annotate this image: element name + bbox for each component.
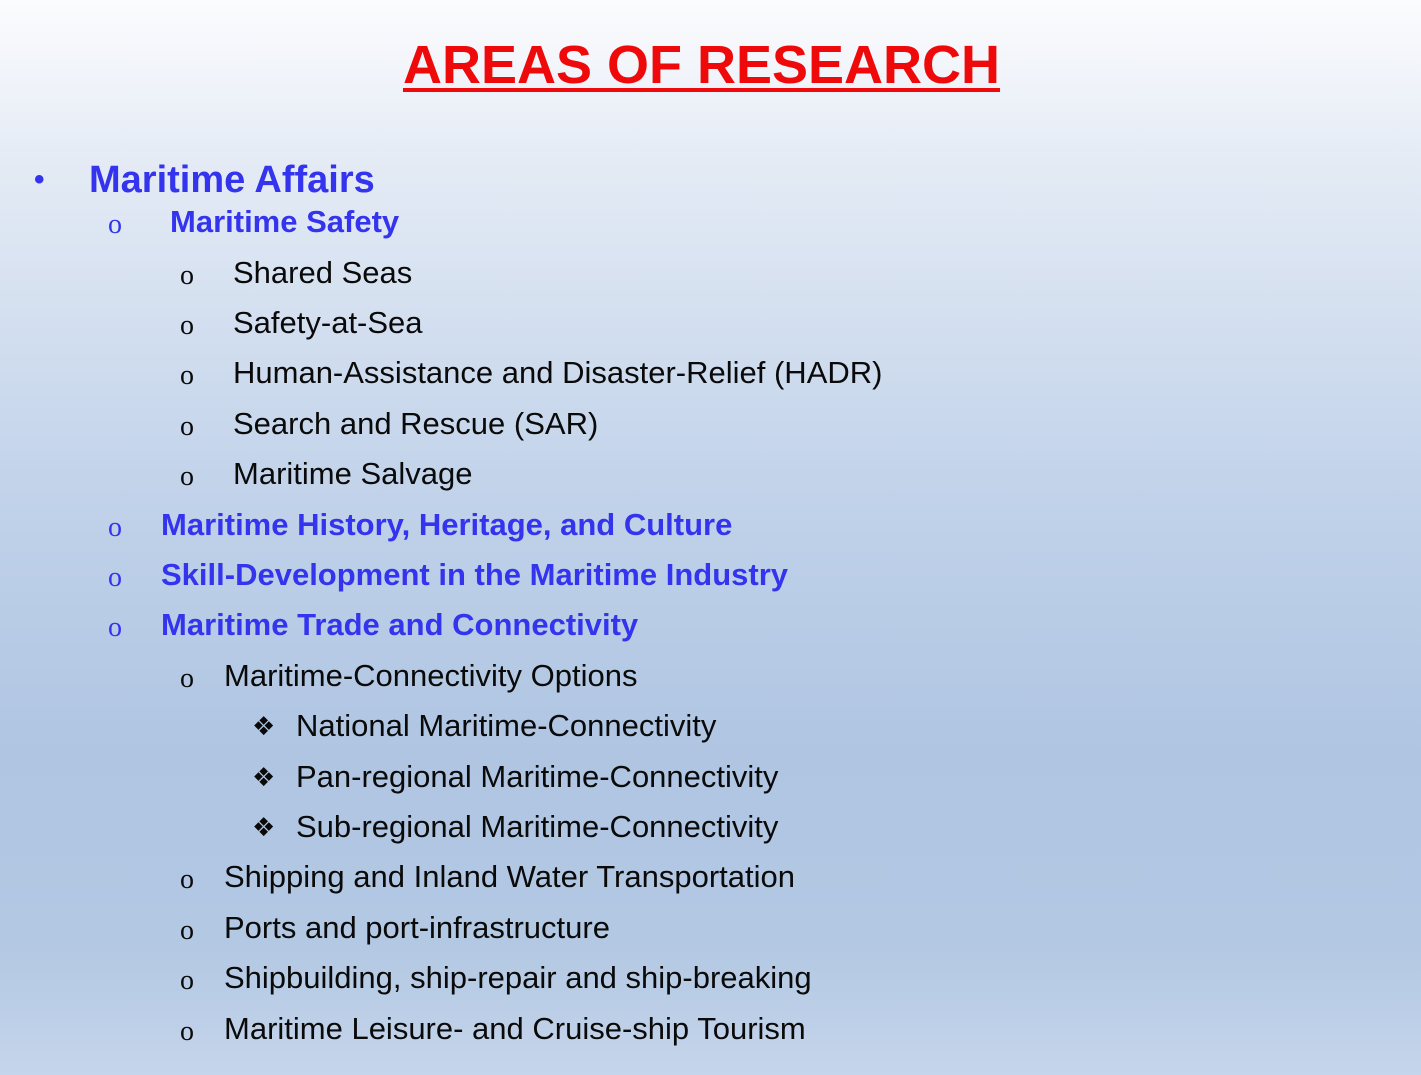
slide-title: AREAS OF RESEARCH [402,35,1001,95]
bullet-circle-icon: o [180,965,194,996]
list-item-label: Safety-at-Sea [233,305,423,340]
list-item-label: Sub-regional Maritime-Connectivity [296,809,779,844]
list-item-label: Maritime-Connectivity Options [224,658,638,693]
bullet-circle-icon: o [180,260,194,291]
list-item-label: Maritime History, Heritage, and Culture [161,507,733,542]
list-item-label: Maritime Salvage [233,456,473,491]
list-item-label: Pan-regional Maritime-Connectivity [296,759,779,794]
bullet-circle-icon: o [180,360,194,391]
bullet-circle-icon: o [108,209,122,240]
bullet-circle-icon: o [180,411,194,442]
bullet-circle-icon: o [180,663,194,694]
list-item-label: Maritime Affairs [89,159,375,201]
list-item-label: Maritime Leisure- and Cruise-ship Tourism [224,1011,806,1046]
list-item-label: Search and Rescue (SAR) [233,406,599,441]
diamond-bullet-icon: ❖ [252,712,276,742]
list-item-label: Ports and port-infrastructure [224,910,610,945]
bullet-circle-icon: o [180,310,194,341]
list-item-label: National Maritime-Connectivity [296,708,717,743]
bullet-circle-icon: o [180,915,194,946]
list-item-label: Maritime Safety [170,204,400,239]
list-item-label: Shipbuilding, ship-repair and ship-breaking [224,960,812,995]
list-item-label: Maritime Trade and Connectivity [161,607,639,642]
list-item-label: Shipping and Inland Water Transportation [224,859,795,894]
diamond-bullet-icon: ❖ [252,763,276,793]
bullet-circle-icon: o [108,612,122,643]
bullet-circle-icon: o [108,562,122,593]
bullet-circle-icon: o [180,1016,194,1047]
bullet-dot-icon: • [34,163,45,196]
diamond-bullet-icon: ❖ [252,813,276,843]
list-item-label: Shared Seas [233,255,413,290]
bullet-circle-icon: o [108,512,122,543]
list-item-label: Human-Assistance and Disaster-Relief (HADR) [233,355,883,390]
bullet-circle-icon: o [180,864,194,895]
bullet-circle-icon: o [180,461,194,492]
list-item-label: Skill-Development in the Maritime Industry [161,557,789,592]
